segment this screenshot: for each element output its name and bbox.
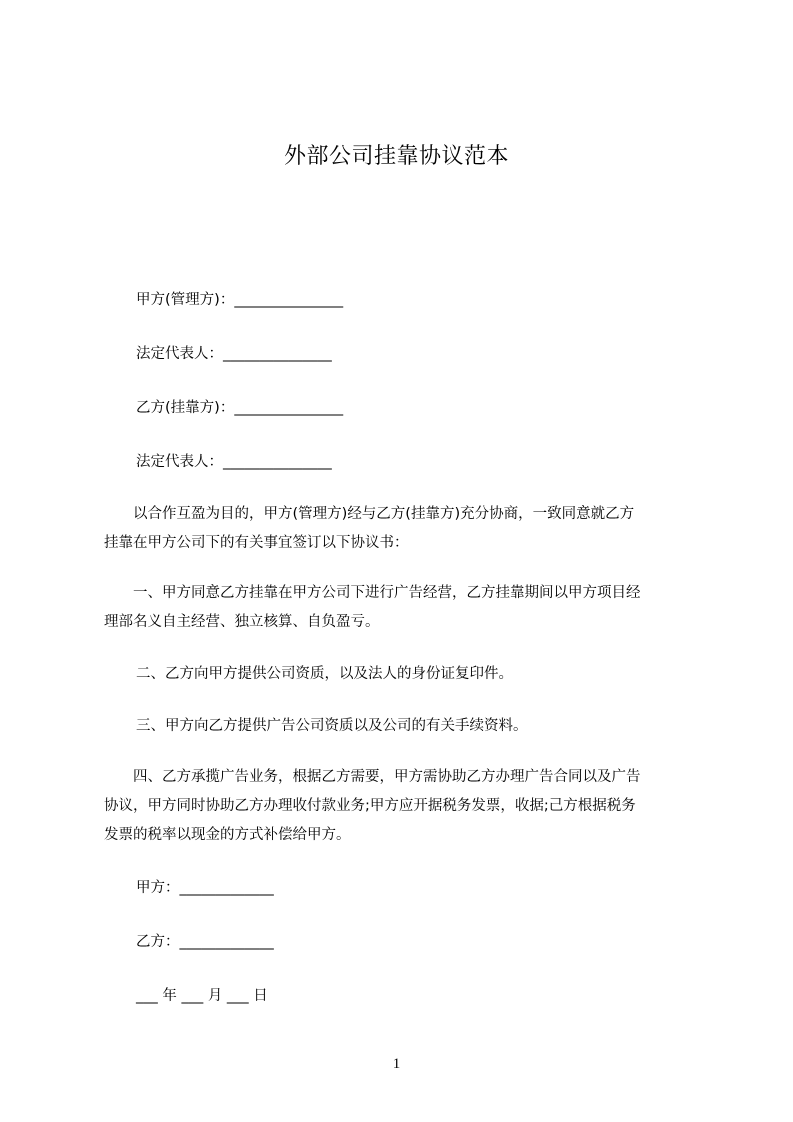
clause-3-text: 三、甲方向乙方提供广告公司资质以及公司的有关手续资料。 (136, 718, 528, 734)
intro-line-1: 以合作互盈为目的，甲方(管理方)经与乙方(挂靠方)充分协商，一致同意就乙方 (104, 506, 635, 522)
party-b-representative-field: 法定代表人：_______________ (136, 454, 332, 470)
clause-4-line-1: 四、乙方承揽广告业务，根据乙方需要，甲方需协助乙方办理广告合同以及广告 (104, 769, 641, 785)
clause-4-line-3: 发票的税率以现金的方式补偿给甲方。 (104, 827, 351, 843)
date-field: ___ 年 ___ 月 ___ 日 (136, 988, 268, 1004)
clause-2-text: 二、乙方向甲方提供公司资质，以及法人的身份证复印件。 (136, 666, 513, 682)
intro-line-2: 挂靠在甲方公司下的有关事宜签订以下协议书： (104, 535, 409, 551)
party-b-field: 乙方(挂靠方)：_______________ (136, 400, 344, 416)
intro-paragraph (104, 500, 704, 558)
party-a-representative-field: 法定代表人：_______________ (136, 346, 332, 362)
party-a-field: 甲方(管理方)：_______________ (136, 292, 344, 308)
clause-1-line-1: 一、甲方同意乙方挂靠在甲方公司下进行广告经营，乙方挂靠期间以甲方项目经 (104, 585, 641, 601)
clause-4-paragraph (104, 763, 704, 850)
clause-1-line-2: 理部名义自主经营、独立核算、自负盈亏。 (104, 614, 380, 630)
page-number: 1 (392, 1056, 401, 1072)
party-b-signature-field: 乙方：_____________ (136, 934, 274, 950)
party-a-signature-field: 甲方：_____________ (136, 880, 274, 896)
clause-4-line-2: 协议，甲方同时协助乙方办理收付款业务;甲方应开据税务发票，收据;己方根据税务 (104, 798, 636, 814)
clause-1-paragraph (104, 579, 704, 637)
document-title: 外部公司挂靠协议范本 (283, 144, 509, 169)
